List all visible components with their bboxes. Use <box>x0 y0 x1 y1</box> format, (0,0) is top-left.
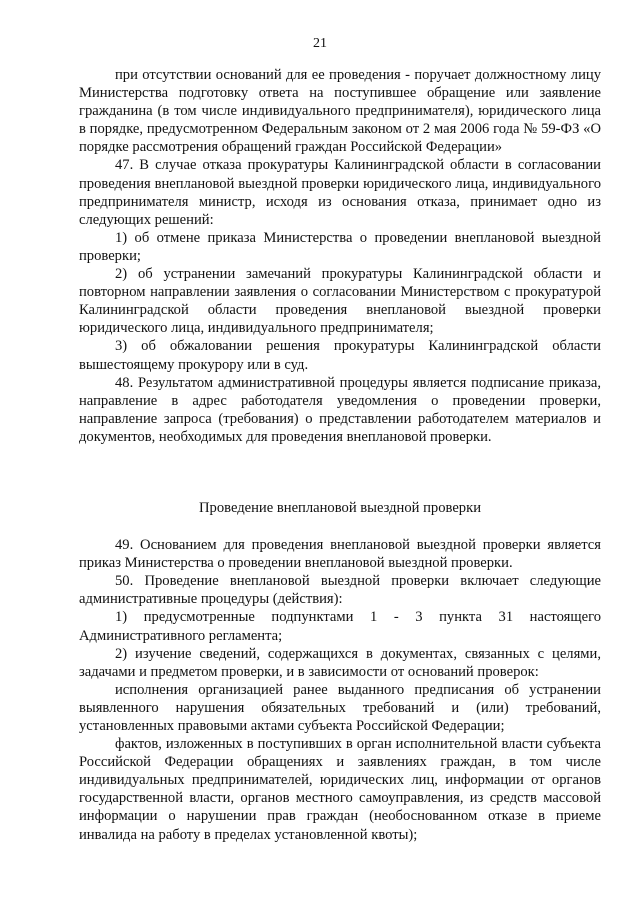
paragraph-basis-prescription: исполнения организацией ранее выданного предписания об устранении выявленного нарушения обязательных требований и (или) требований, установленных правовыми актами субъекта Российской Федерации; <box>79 681 601 734</box>
paragraph-50: 50. Проведение внеплановой выездной проверки включает следующие административные процедуры (действия): <box>79 573 601 608</box>
page-number: 21 <box>313 36 327 51</box>
paragraph-50-item-2: 2) изучение сведений, содержащихся в документах, связанных с целями, задачами и предметом проверки, и в зависимости от оснований проверок: <box>79 645 601 680</box>
paragraph-48: 48. Результатом административной процедуры является подписание приказа, направление в адрес работодателя уведомления о проведении проверки, направление запроса (требования) о представлении работодателем материалов и документов, необходимых для проведения внеплановой проверки. <box>79 374 601 445</box>
paragraph-47-item-3: 3) об обжаловании решения прокуратуры Калининградской области вышестоящему прокурору или в суд. <box>79 338 601 373</box>
paragraph-47-item-1: 1) об отмене приказа Министерства о проведении внеплановой выездной проверки; <box>79 229 601 264</box>
paragraph-basis-facts: фактов, изложенных в поступивших в орган исполнительной власти субъекта Российской Федерации обращениях и заявлениях граждан, в том числе индивидуальных предпринимателей, юридических лиц, информации от органов государственной власти, органов местного самоуправления, из средств массовой информации о нарушении прав граждан (необоснованном отказе в приеме инвалида на работу в пределах установленной квоты); <box>79 736 601 843</box>
paragraph-47-item-2: 2) об устранении замечаний прокуратуры Калининградской области и повторном направлении заявления о согласовании Министерством с прокуратурой Калининградской области проведения внеплановой выездной проверки юридического лица, индивидуального предпринимателя; <box>79 266 601 337</box>
paragraph-47: 47. В случае отказа прокуратуры Калининградской области в согласовании проведения внеплановой выездной проверки юридического лица, индивидуального предпринимателя министр, исходя из основания отказа, принимает одно из следующих решений: <box>79 157 601 228</box>
document-body <box>79 66 601 844</box>
section-heading: Проведение внеплановой выездной проверки <box>199 499 481 516</box>
paragraph-49: 49. Основанием для проведения внеплановой выездной проверки является приказ Министерства о проведении внеплановой выездной проверки. <box>79 537 601 572</box>
paragraph-50-item-1: 1) предусмотренные подпунктами 1 - 3 пункта 31 настоящего Административного регламента; <box>79 609 601 644</box>
paragraph-continuation: при отсутствии оснований для ее проведения - поручает должностному лицу Министерства подготовку ответа на поступившее обращение или заявление гражданина (в том числе индивидуального предпринимателя), юридического лица в порядке, предусмотренном Федеральным законом от 2 мая 2006 года № 59-ФЗ «О порядке рассмотрения обращений граждан Российской Федерации» <box>79 67 601 156</box>
